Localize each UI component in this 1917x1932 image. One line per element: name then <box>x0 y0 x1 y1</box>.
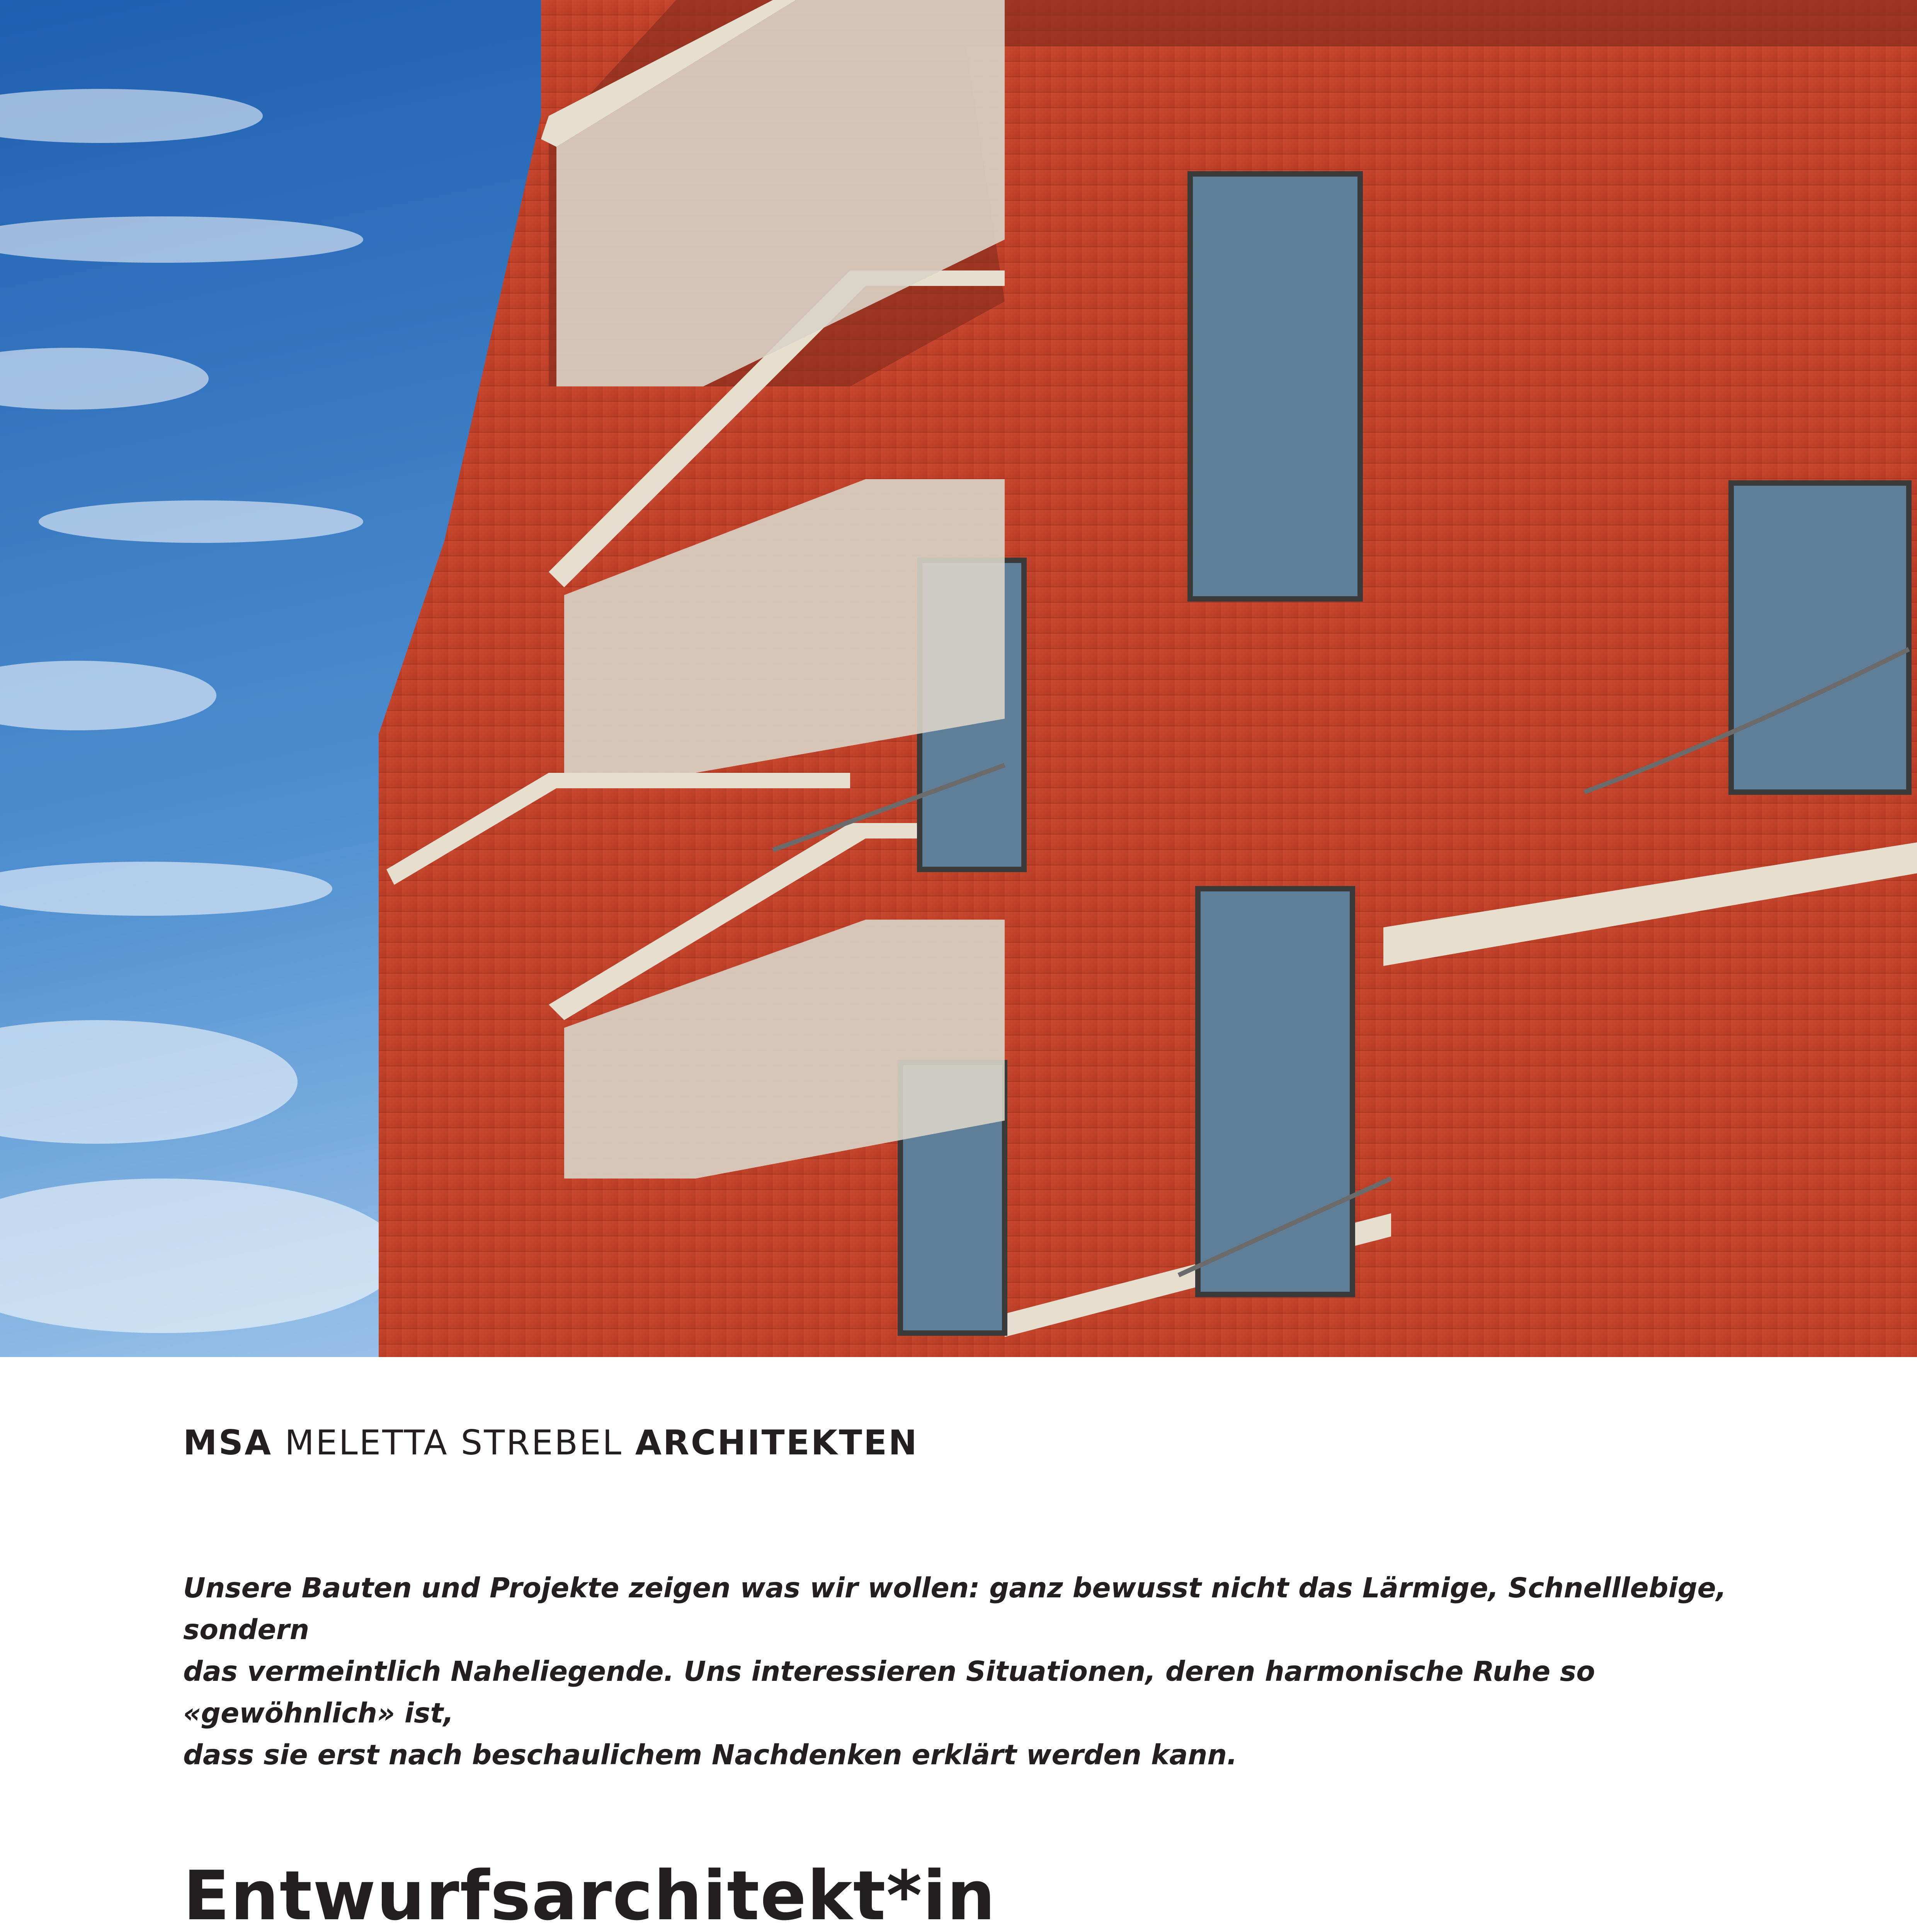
job-posting <box>183 1423 1748 1932</box>
building-facade <box>379 0 1917 1357</box>
firm-name-middle: MELETTA STREBEL <box>272 1423 635 1463</box>
job-title: Entwurfsarchitekt*in <box>183 1856 996 1932</box>
firm-name <box>183 1423 1748 1463</box>
intro-statement <box>183 1567 1748 1776</box>
firm-name-architekten: ARCHITEKTEN <box>635 1423 919 1463</box>
firm-name-msa: MSA <box>183 1423 273 1463</box>
intro-line: dass sie erst nach beschaulichem Nachdenken erklärt werden kann. <box>183 1739 1237 1771</box>
intro-line: das vermeintlich Naheliegende. Uns interessieren Situationen, deren harmonische Ruhe so «gewöhnlich» ist, <box>183 1655 1595 1729</box>
intro-line: Unsere Bauten und Projekte zeigen was wir wollen: ganz bewusst nicht das Lärmige, Schnelllebige, sondern <box>183 1572 1726 1646</box>
